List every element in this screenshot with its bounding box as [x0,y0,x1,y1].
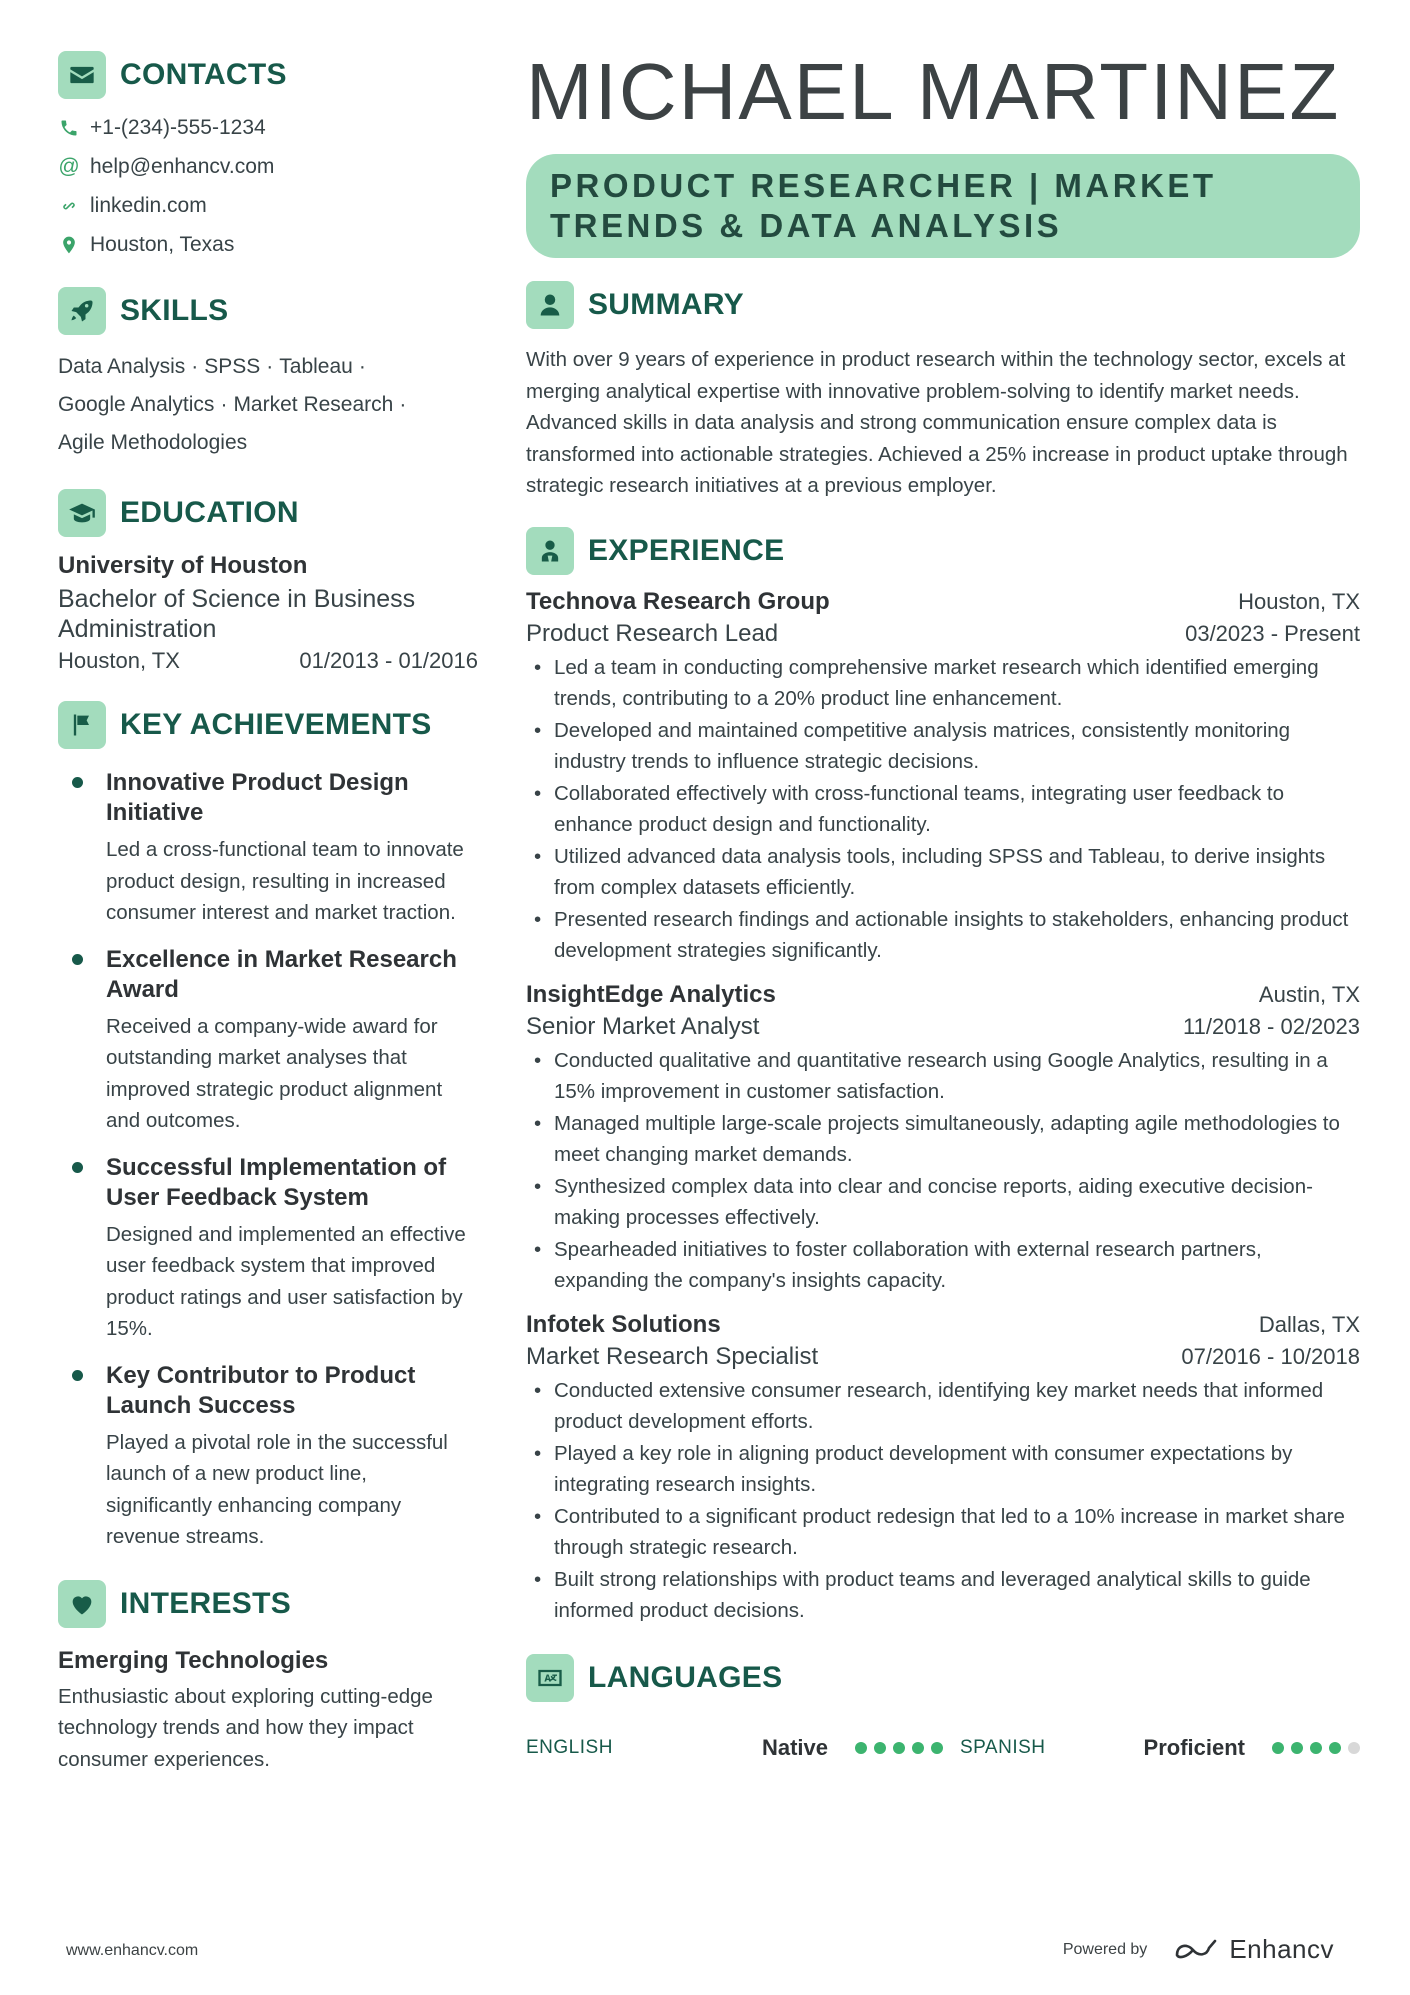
job-bullet: • Conducted extensive consumer research, identifying key market needs that informed product development efforts. [526,1375,1360,1438]
graduation-cap-icon [58,489,106,537]
job-bullet: • Played a key role in aligning product development with consumer expectations by integrating research insights. [526,1438,1360,1501]
candidate-title [526,154,1360,258]
education-meta [58,648,478,674]
link-icon [58,195,80,217]
enhancv-logo-icon [1173,1937,1219,1963]
skill-item: Agile Methodologies [58,431,248,454]
job-bullet: • Developed and maintained competitive analysis matrices, consistently monitoring industry trends to influence strategic decisions. [526,715,1360,778]
job-bullets [526,1375,1360,1627]
languages-heading: LANGUAGES [588,1660,783,1694]
summary-text: With over 9 years of experience in product research within the technology sector, excels at merging analytical expertise with innovative problem-solving to identify market needs. Advanced skills in data analysis and strong communication ensure complex data is transformed into actionable strategies. Achieved a 25% increase in product uptake through strategic research initiatives at a previous employer. [526,348,1348,497]
education-heading: EDUCATION [120,496,299,529]
rating-dot-filled [893,1742,905,1754]
job-entry [526,588,1360,967]
job-dates: 11/2018 - 02/2023 [1183,1013,1360,1039]
skills-line [58,386,478,424]
interests-heading: INTERESTS [120,1586,292,1620]
language-name: SPANISH [960,1736,1046,1758]
summary-heading: SUMMARY [588,288,744,321]
skill-item: Tableau [279,355,353,378]
job-header [526,981,1360,1009]
education-degree: Bachelor of Science in Business Administration [58,585,416,643]
achievement-title: Key Contributor to Product Launch Success [106,1361,416,1419]
skills-line [58,348,478,386]
achievement-item [58,1361,478,1553]
summary-section-header [526,280,1360,330]
job-subheader [526,1013,1360,1041]
contacts-section-header [58,50,478,100]
skill-separator: · [266,355,274,378]
achievement-desc: Designed and implemented an effective user feedback system that improved product ratings and user satisfaction by 15%. [106,1222,466,1340]
job-bullet: • Utilized advanced data analysis tools, including SPSS and Tableau, to derive insights from complex datasets efficiently. [526,841,1360,904]
rating-dot-filled [1291,1742,1303,1754]
language-rating [848,1742,943,1754]
job-bullet: • Spearheaded initiatives to foster collaboration with external research partners, expanding the company's insights capacity. [526,1234,1360,1297]
achievements-heading: KEY ACHIEVEMENTS [120,708,432,741]
skill-item: Google Analytics [58,393,215,416]
powered-by-text: Powered by [1062,1940,1148,1958]
languages-section-header [526,1653,1360,1703]
contact-location-text: Houston, Texas [90,232,235,256]
contact-phone-text: +1-(234)-555-1234 [90,115,266,139]
contacts-heading: CONTACTS [120,58,287,91]
education-dates: 01/2013 - 01/2016 [299,648,478,673]
achievement-item [58,1153,478,1345]
candidate-name: MICHAEL MARTINEZ [526,47,1341,136]
achievement-title: Successful Implementation of User Feedback System [106,1153,447,1211]
job-entry [526,981,1360,1297]
job-bullet: • Synthesized complex data into clear and concise reports, aiding executive decision-making processes effectively. [526,1171,1360,1234]
language-name: ENGLISH [526,1736,613,1758]
job-bullets [526,1045,1360,1297]
at-sign-icon: @ [58,154,80,178]
achievement-item [58,945,478,1137]
interest-desc: Enthusiastic about exploring cutting-edge technology trends and how they impact consumer experiences. [58,1684,433,1771]
brand-name: Enhancv [1229,1934,1334,1964]
achievement-item [58,768,478,929]
job-role: Senior Market Analyst [526,1012,760,1040]
rating-dot-filled [1310,1742,1322,1754]
rating-dot-filled [1329,1742,1341,1754]
rating-dot-filled [874,1742,886,1754]
language-level: Proficient [1143,1734,1245,1760]
interest-title: Emerging Technologies [58,1646,329,1674]
languages-list [526,1733,1360,1763]
job-location: Dallas, TX [1258,1311,1360,1337]
job-bullet: • Managed multiple large-scale projects simultaneously, adapting agile methodologies to meet changing market demands. [526,1108,1360,1171]
job-bullet: • Built strong relationships with product teams and leveraged analytical skills to guide informed product decisions. [526,1564,1360,1627]
footer-website[interactable]: www.enhancv.com [66,1942,199,1959]
footer-branding [1063,1934,1334,1965]
achievement-desc: Led a cross-functional team to innovate product design, resulting in increased consumer interest and market traction. [106,838,464,924]
job-header [526,1311,1360,1339]
briefcase-person-icon [526,527,574,575]
job-header [526,588,1360,616]
job-role: Product Research Lead [526,619,779,647]
job-company: Technova Research Group [526,587,830,615]
heart-icon [58,1580,106,1628]
job-role: Market Research Specialist [526,1342,819,1370]
contact-email[interactable] [58,147,478,186]
job-bullets [526,652,1360,967]
achievements-section-header [58,700,478,750]
person-icon [526,281,574,329]
job-bullet: • Collaborated effectively with cross-functional teams, integrating user feedback to enhance product design and functionality. [526,778,1360,841]
job-bullet: • Led a team in conducting comprehensive market research which identified emerging trends, contributing to a 20% product line enhancement. [526,652,1360,715]
job-entry [526,1311,1360,1627]
skill-separator: · [399,393,407,416]
envelope-icon [58,51,106,99]
rating-dot-filled [931,1742,943,1754]
skills-line [58,424,478,462]
contact-phone[interactable] [58,108,478,147]
candidate-title-line: PRODUCT RESEARCHER | MARKET [550,167,1217,204]
job-dates: 03/2023 - Present [1185,620,1360,646]
job-subheader [526,1343,1360,1371]
education-section-header [58,488,478,538]
skills-list [58,348,478,462]
achievements-list [58,768,478,1553]
education-location: Houston, TX [58,648,180,673]
achievement-title: Excellence in Market Research Award [106,945,457,1003]
job-location: Austin, TX [1258,981,1360,1007]
candidate-title-line: TRENDS & DATA ANALYSIS [550,207,1063,244]
language-item [960,1735,1360,1761]
rating-dot-filled [912,1742,924,1754]
job-bullet: • Conducted qualitative and quantitative research using Google Analytics, resulting in a 15% improvement in customer satisfaction. [526,1045,1360,1108]
rocket-icon [58,287,106,335]
language-translate-icon [526,1654,574,1702]
map-pin-icon [58,234,80,256]
skill-separator: · [220,393,228,416]
achievement-desc: Received a company-wide award for outstanding market analyses that improved strategic product alignment and outcomes. [106,1014,443,1132]
job-subheader [526,620,1360,648]
achievement-desc: Played a pivotal role in the successful launch of a new product line, significantly enhancing company revenue streams. [106,1430,448,1548]
skill-item: Data Analysis [58,355,186,378]
skill-separator: · [191,355,199,378]
contacts-list [58,108,478,264]
job-company: Infotek Solutions [526,1310,721,1338]
job-bullet: • Contributed to a significant product redesign that led to a 10% increase in market share through strategic research. [526,1501,1360,1564]
language-level: Native [761,1734,828,1760]
interests-section-header [58,1579,478,1629]
language-rating [1265,1742,1360,1754]
left-column [58,50,478,1775]
experience-heading: EXPERIENCE [588,533,785,567]
skill-separator: · [358,355,366,378]
skill-item: Market Research [233,393,394,416]
phone-icon [58,117,80,139]
job-location: Houston, TX [1238,588,1360,614]
job-company: InsightEdge Analytics [526,980,776,1008]
job-bullet: • Presented research findings and actionable insights to stakeholders, enhancing product development strategies significantly. [526,904,1360,967]
contact-email-text: help@enhancv.com [90,154,275,178]
experience-section-header [526,526,1360,576]
skill-item: SPSS [204,355,261,378]
contact-linkedin[interactable] [58,186,478,225]
rating-dot-filled [1272,1742,1284,1754]
skills-heading: SKILLS [120,294,229,327]
skills-section-header [58,286,478,336]
education-school: University of Houston [58,552,308,579]
language-item [526,1735,943,1761]
flag-icon [58,701,106,749]
achievement-title: Innovative Product Design Initiative [106,769,409,826]
rating-dot-empty [1348,1742,1360,1754]
contact-location [58,225,478,264]
rating-dot-filled [855,1742,867,1754]
job-dates: 07/2016 - 10/2018 [1181,1343,1360,1369]
contact-linkedin-text: linkedin.com [90,193,207,217]
right-column [526,47,1360,1763]
